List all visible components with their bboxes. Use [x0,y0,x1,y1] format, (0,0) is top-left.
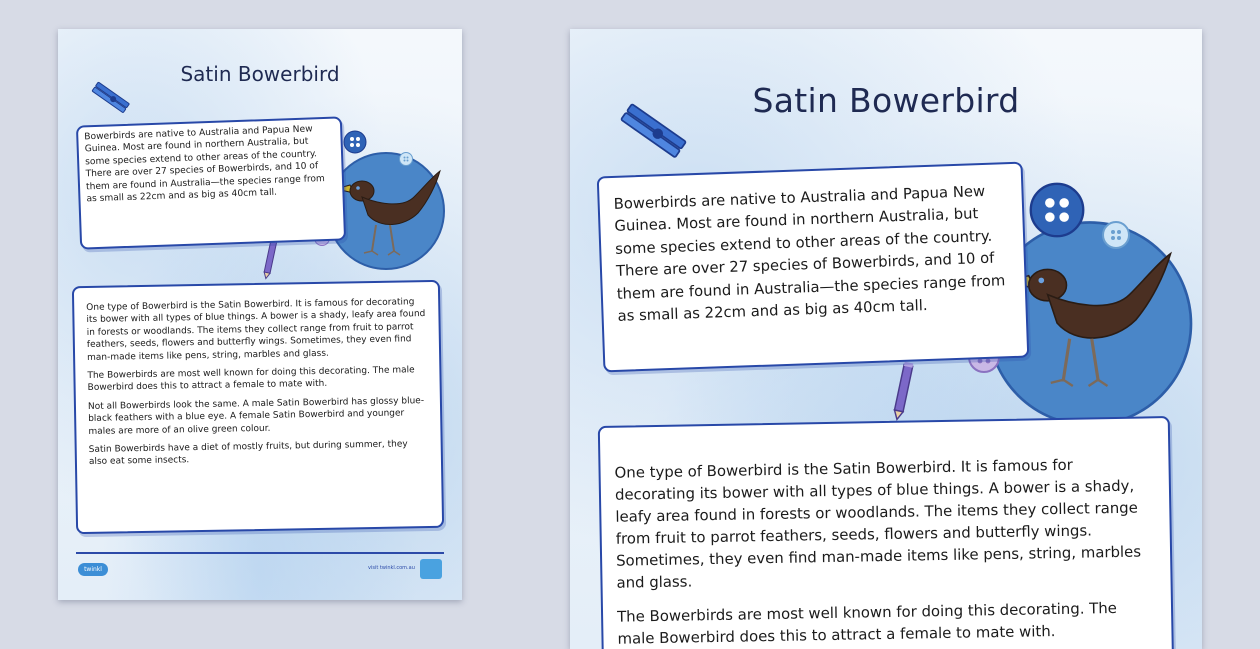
worksheet-thumbnail [58,29,462,600]
body-paragraph: The Bowerbirds are most well known for doing this decorating. The male Bowerbird does this to attract a female to mate with. [616,598,1118,648]
intro-paragraph: Bowerbirds are native to Australia and Papua New Guinea. Most are found in northern Australia, but some species extend to other areas of the country. There are over 27 species of Bowerbirds, and 10 of them are found in Australia—the species range from as small as 22cm and as big as 40cm tall. [613,182,1006,325]
page-title: Satin Bowerbird [180,62,340,86]
bird-icon [328,167,446,277]
peg-icon [614,95,694,165]
peg-icon [88,77,134,117]
footer-url: visit twinkl.com.au [368,565,415,571]
body-paragraph: One type of Bowerbird is the Satin Bowerbird. It is famous for decorating its bower with all types of blue things. A bower is a shady, leafy area found in forests or woodlands. The items they collect range from fruit to parrot feathers, seeds, flowers and butterfly wings. Sometimes, they even find man-made items like pens, string, marbles and glass. [86,297,426,363]
body-paragraph: Not all Bowerbirds look the same. A male Satin Bowerbird has glossy blue-black feathers with a blue eye. A female Satin Bowerbird and younger males are more of an olive green colour. [87,395,425,437]
footer-divider [76,552,444,554]
intro-text-box [76,116,346,249]
worksheet-zoomed [570,29,1202,649]
main-text-box [598,416,1174,649]
button-icon [342,129,368,155]
twinkl-logo: twinkl [78,563,108,576]
body-paragraph: One type of Bowerbird is the Satin Bowerbird. It is famous for decorating its bower with all types of blue things. A bower is a shady, leafy area found in forests or woodlands. The items they collect range from fruit to parrot feathers, seeds, flowers and butterfly wings. Sometimes, they even find man-made items like pens, string, marbles and glass. [614,455,1142,592]
button-icon [1026,179,1088,241]
page-title: Satin Bowerbird [752,81,1020,120]
intro-text-box [597,162,1030,373]
quality-badge-icon [420,559,442,579]
body-paragraph: Satin Bowerbirds have a diet of mostly fruits, but during summer, they also eat some insects. [88,439,408,468]
main-text-box [72,280,444,534]
button-icon [398,151,414,167]
body-paragraph: The Bowerbirds are most well known for doing this decorating. The male Bowerbird does this to attract a female to mate with. [87,365,415,394]
pencil-icon [262,237,278,281]
intro-paragraph: Bowerbirds are native to Australia and Papua New Guinea. Most are found in northern Australia, but some species extend to other areas of the country. There are over 27 species of Bowerbirds, and 10 of them are found in Australia—the species range from as small as 22cm and as big as 40cm tall. [84,124,325,205]
pencil-icon [890,359,916,423]
